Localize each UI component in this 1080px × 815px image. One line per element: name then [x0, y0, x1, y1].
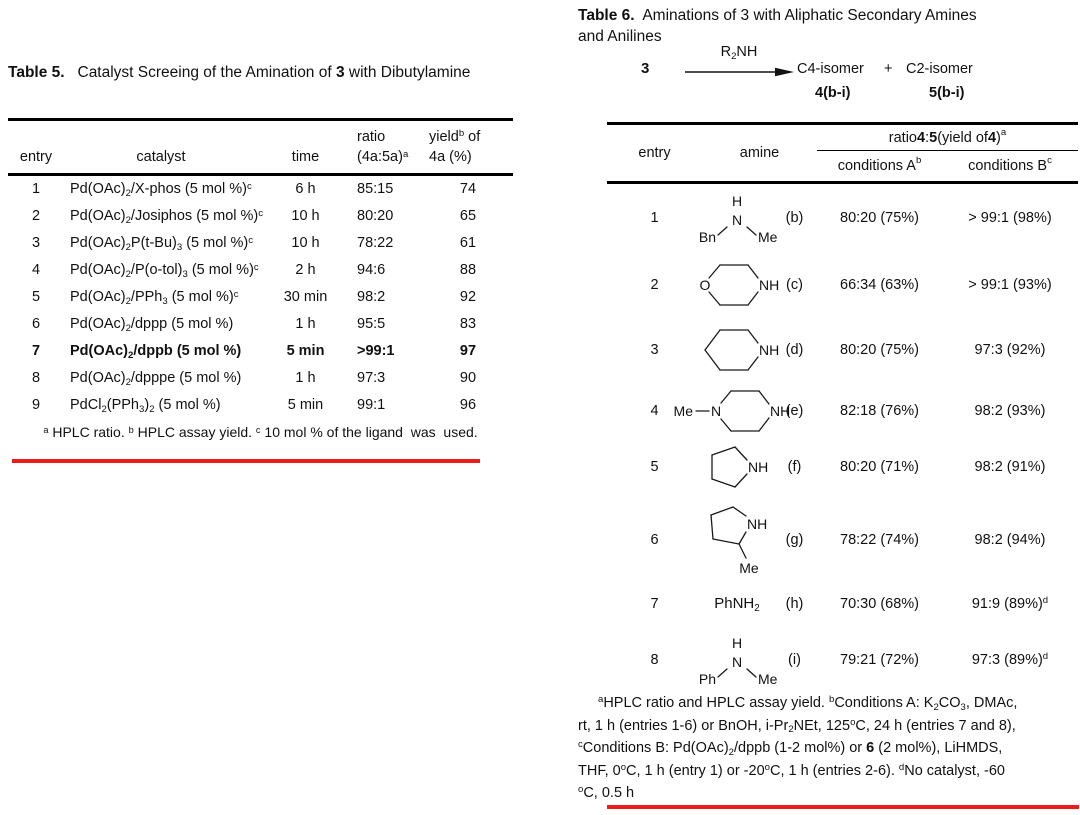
conditions-a-cell: 82:18 (76%) — [840, 403, 919, 419]
catalyst-cell: $Pd(OAc)_2$/dpppe (5 mol %) — [70, 370, 242, 388]
table6 — [607, 122, 1078, 694]
amine-tag: (f) — [787, 459, 802, 475]
atom-label: Me — [739, 559, 759, 576]
atom-label: H — [731, 635, 743, 651]
yield-cell: 96 — [459, 397, 477, 414]
reaction-arrow-icon — [683, 66, 795, 78]
amine-structure-benzylmethylamine — [698, 192, 778, 244]
table6-header-entry: entry — [638, 145, 671, 161]
amine-structure-methylpiperazine — [673, 382, 791, 440]
red-underline-left — [12, 459, 480, 463]
table5-footnote: $^a$ HPLC ratio. $^b$ HPLC assay yield. $^c$ 10 mol % of the ligand was used. — [43, 424, 478, 440]
amine-tag: (h) — [785, 595, 804, 612]
amine-formula: PhNH$_2$ — [714, 595, 760, 614]
amine-tag: (g) — [785, 531, 804, 548]
table5-header-time: time — [291, 149, 320, 166]
table-row-highlight — [8, 338, 513, 365]
table-row — [8, 176, 513, 203]
atom-label: Bn — [698, 228, 716, 244]
table5-header-yield: yield$^b$ of 4a (%) — [429, 128, 481, 166]
scheme-product1-label: 4(b-i) — [815, 85, 851, 101]
catalyst-cell: $Pd(OAc)_2/PPh_3$ (5 mol %)$^c$ — [70, 288, 239, 307]
entry-cell: 4 — [31, 262, 41, 279]
scheme-reagent: $R_2NH$ — [720, 44, 758, 62]
scheme-product2-label: 5(b-i) — [929, 85, 965, 101]
atom-label: N — [731, 654, 743, 670]
atom-label: Ph — [698, 671, 716, 686]
ratio-cell: 85:15 — [357, 181, 394, 198]
conditions-b-cell: 97:3 $(89\%)^d$ — [971, 651, 1049, 668]
time-cell: 10 h — [291, 235, 320, 252]
yield-cell: 74 — [459, 181, 477, 198]
entry-cell: 5 — [31, 289, 41, 306]
table-row — [607, 382, 1078, 436]
amine-tag: (d) — [785, 342, 804, 358]
ratio-cell: 97:3 — [357, 370, 386, 387]
ratio-cell: 80:20 — [357, 208, 394, 225]
conditions-a-cell: 66:34 (63%) — [840, 276, 919, 293]
entry-cell: 8 — [650, 652, 659, 668]
ratio-cell: >99:1 — [357, 343, 395, 360]
amine-structure-aniline — [702, 595, 772, 612]
table-row — [607, 626, 1078, 694]
entry-cell: 7 — [650, 595, 659, 612]
time-cell: 1 h — [295, 370, 316, 387]
amine-tag: (i) — [788, 652, 801, 668]
atom-label: NH — [748, 459, 769, 475]
table-row — [607, 318, 1078, 382]
conditions-a-cell: 80:20 (71%) — [840, 459, 919, 475]
atom-label: O — [699, 276, 711, 293]
amine-tag: (c) — [786, 276, 803, 293]
entry-cell: 3 — [650, 342, 659, 358]
table-row — [8, 230, 513, 257]
table-row — [8, 257, 513, 284]
conditions-b-cell: 97:3 (92%) — [974, 342, 1046, 358]
table-row — [607, 581, 1078, 626]
atom-label: N — [710, 403, 722, 419]
table6-header-conditions-a: conditions A $^b$ — [837, 155, 922, 174]
table6-title: Table 6. Aminations of 3 with Aliphatic Secondary Amines and Anilines — [578, 7, 977, 45]
atom-label: NH — [747, 515, 768, 532]
conditions-b-cell: > 99:1 (93%) — [968, 276, 1052, 293]
atom-label: N — [731, 211, 743, 228]
catalyst-cell: $Pd(OAc)_2$/dppp (5 mol %) — [70, 316, 234, 334]
amine-structure-piperidine — [702, 321, 779, 379]
amine-structure-2-methylpyrrolidine — [702, 502, 772, 578]
table6-header-conditions-b: conditions B $^c$ — [968, 155, 1052, 174]
yield-cell: 65 — [459, 208, 477, 225]
atom-label: H — [731, 192, 743, 209]
time-cell: 5 min — [286, 343, 325, 360]
table6-header-span: ratio 4 : 5 (yield of 4 ) $^a$ — [817, 125, 1078, 151]
table5-header-entry: entry — [19, 149, 53, 166]
conditions-b-cell: 98:2 (94%) — [974, 531, 1046, 548]
table-row — [607, 498, 1078, 581]
entry-cell: 4 — [650, 403, 659, 419]
table6-footnote: $^a$HPLC ratio and HPLC assay yield. $^b$Conditions A: $K_2CO_3$, DMAc, rt, 1 h (entries 1-6) or BnOH, $i-Pr_2NEt$, 125$^o$C, 24 h (entries 7 and 8), $^c$Conditions B: $Pd(OAc)_2$/dppb (1-2 mol%) or 6 (2 mol%), LiHMDS, THF, 0$^o$C, 1 h (entry 1) or -20$^o$C, 1 h (entries 2-6). $^d$No catalyst, -60 $^o$C, 0.5 h — [578, 694, 1018, 801]
table5-header-row — [8, 118, 513, 176]
table-row — [8, 284, 513, 311]
scheme-product1: C4-isomer — [797, 61, 864, 77]
time-cell: 1 h — [295, 316, 316, 333]
amine-structure-morpholine — [699, 256, 780, 314]
catalyst-cell: $Pd(OAc)_2$/Josiphos (5 mol %)$^c$ — [70, 207, 264, 226]
yield-cell: 97 — [459, 343, 477, 360]
yield-cell: 88 — [459, 262, 477, 279]
entry-cell: 3 — [31, 235, 41, 252]
ratio-cell: 95:5 — [357, 316, 386, 333]
table-row — [8, 365, 513, 392]
amine-structure-pyrrolidine — [702, 440, 772, 494]
yield-cell: 83 — [459, 316, 477, 333]
table-row — [607, 436, 1078, 498]
table5-title: Table 5. Catalyst Screeing of the Amination of 3 with Dibutylamine — [8, 64, 471, 81]
entry-cell: 9 — [31, 397, 41, 414]
red-underline-right — [607, 805, 1079, 809]
scheme-product2: C2-isomer — [906, 61, 973, 77]
scheme-plus: + — [884, 61, 893, 77]
conditions-b-cell: 91:9 $(89\%)^d$ — [971, 594, 1049, 612]
entry-cell: 8 — [31, 370, 41, 387]
time-cell: 6 h — [295, 181, 316, 198]
conditions-a-cell: 78:22 (74%) — [840, 531, 919, 548]
yield-cell: 90 — [459, 370, 477, 387]
ratio-cell: 94:6 — [357, 262, 386, 279]
amine-tag: (b) — [785, 209, 804, 226]
entry-cell: 2 — [650, 276, 659, 293]
conditions-a-cell: 80:20 (75%) — [840, 342, 919, 358]
amine-tag: (e) — [785, 403, 804, 419]
entry-cell: 6 — [31, 316, 41, 333]
amine-structure-n-methylaniline — [698, 634, 778, 686]
table-row — [8, 392, 513, 419]
conditions-b-cell: 98:2 (91%) — [974, 459, 1046, 475]
table5 — [8, 118, 513, 419]
table5-header-ratio: ratio (4a:5a)$^a$ — [357, 129, 409, 166]
entry-cell: 2 — [31, 208, 41, 225]
conditions-a-cell: 80:20 (75%) — [840, 209, 919, 226]
ratio-cell: 78:22 — [357, 235, 394, 252]
atom-label: Me — [758, 671, 778, 686]
entry-cell: 7 — [31, 343, 41, 360]
conditions-a-cell: 79:21 (72%) — [840, 652, 919, 668]
table-row — [8, 203, 513, 230]
atom-label: NH — [759, 342, 779, 358]
table5-header-catalyst: catalyst — [136, 149, 186, 166]
entry-cell: 1 — [650, 209, 659, 226]
table-row — [607, 184, 1078, 251]
table6-header — [607, 122, 1078, 184]
entry-cell: 5 — [650, 459, 659, 475]
atom-label: Me — [758, 228, 778, 244]
table6-header-amine: amine — [739, 145, 780, 161]
conditions-a-cell: 70:30 (68%) — [840, 595, 919, 612]
atom-label: NH — [770, 403, 791, 419]
atom-label: Me — [673, 403, 693, 419]
table-row — [607, 251, 1078, 318]
ratio-cell: 99:1 — [357, 397, 386, 414]
entry-cell: 6 — [650, 531, 659, 548]
entry-cell: 1 — [31, 181, 41, 198]
conditions-b-cell: > 99:1 (98%) — [968, 209, 1052, 226]
yield-cell: 92 — [459, 289, 477, 306]
scheme-start-compound: 3 — [641, 60, 650, 77]
atom-label: NH — [759, 276, 780, 293]
catalyst-cell: $Pd(OAc)_2$/dppb (5 mol %) — [70, 343, 242, 361]
catalyst-cell: $Pd(OAc)_2P(t-Bu)_3$ (5 mol %)$^c$ — [70, 234, 254, 253]
time-cell: 30 min — [283, 289, 328, 306]
time-cell: 2 h — [295, 262, 316, 279]
catalyst-cell: $Pd(OAc)_2/X$-phos (5 mol %)$^c$ — [70, 180, 252, 199]
catalyst-cell: $Pd(OAc)_2/P(o-tol)_3$ (5 mol %)$^c$ — [70, 261, 259, 280]
time-cell: 10 h — [291, 208, 320, 225]
yield-cell: 61 — [459, 235, 477, 252]
table-row — [8, 311, 513, 338]
time-cell: 5 min — [287, 397, 324, 414]
conditions-b-cell: 98:2 (93%) — [974, 403, 1046, 419]
catalyst-cell: $PdCl_2(PPh_3)_2$ (5 mol %) — [70, 397, 221, 415]
ratio-cell: 98:2 — [357, 289, 386, 306]
